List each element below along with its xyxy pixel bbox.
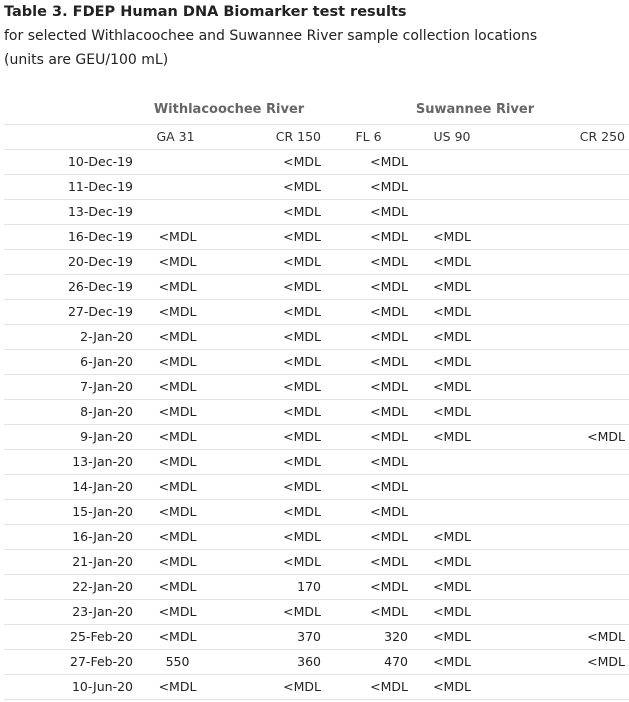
us90-value-cell: [412, 450, 496, 475]
us90-value-cell: <MDL: [412, 550, 496, 575]
cr250-value-cell: [496, 600, 629, 625]
us90-value-cell: <MDL: [412, 275, 496, 300]
cr250-value-cell: [496, 525, 629, 550]
cr250-value-cell: [496, 550, 629, 575]
fl6-value-cell: 320: [325, 625, 412, 650]
ga31-value-cell: <MDL: [137, 500, 222, 525]
table-row: [4, 275, 629, 300]
table-row: [4, 450, 629, 475]
cr250-value-cell: [496, 475, 629, 500]
ga31-value-cell: [137, 150, 222, 175]
fl6-value-cell: <MDL: [325, 475, 412, 500]
us90-value-cell: <MDL: [412, 625, 496, 650]
cr150-value-cell: 360: [222, 650, 325, 675]
us90-value-cell: <MDL: [412, 575, 496, 600]
table-row: [4, 400, 629, 425]
us90-value-cell: <MDL: [412, 400, 496, 425]
fl6-value-cell: <MDL: [325, 175, 412, 200]
ga31-value-cell: <MDL: [137, 600, 222, 625]
cr150-value-cell: 370: [222, 625, 325, 650]
column-header-fl6: FL 6: [325, 125, 412, 150]
cr150-value-cell: 170: [222, 575, 325, 600]
us90-value-cell: <MDL: [412, 600, 496, 625]
cr150-value-cell: <MDL: [222, 275, 325, 300]
cr250-value-cell: [496, 175, 629, 200]
column-header-us90: US 90: [412, 125, 496, 150]
group-header-withlacoochee: Withlacoochee River: [137, 95, 325, 125]
row-date-cell: 9-Jan-20: [4, 425, 137, 450]
cr250-value-cell: [496, 500, 629, 525]
row-date-cell: 13-Jan-20: [4, 450, 137, 475]
row-date-cell: 15-Jan-20: [4, 500, 137, 525]
row-date-cell: 8-Jan-20: [4, 400, 137, 425]
cr250-value-cell: [496, 400, 629, 425]
row-date-cell: 16-Dec-19: [4, 225, 137, 250]
cr250-value-cell: [496, 200, 629, 225]
cr250-value-cell: <MDL: [496, 425, 629, 450]
fl6-value-cell: <MDL: [325, 500, 412, 525]
fl6-value-cell: <MDL: [325, 300, 412, 325]
ga31-value-cell: <MDL: [137, 275, 222, 300]
us90-value-cell: <MDL: [412, 300, 496, 325]
row-date-cell: 25-Feb-20: [4, 625, 137, 650]
ga31-value-cell: <MDL: [137, 250, 222, 275]
river-group-header-row: [4, 95, 629, 125]
cr150-value-cell: <MDL: [222, 325, 325, 350]
us90-value-cell: [412, 500, 496, 525]
ga31-value-cell: [137, 175, 222, 200]
cr250-value-cell: [496, 675, 629, 700]
us90-value-cell: <MDL: [412, 675, 496, 700]
cr150-value-cell: <MDL: [222, 175, 325, 200]
ga31-value-cell: <MDL: [137, 375, 222, 400]
table-subtitle: for selected Withlacoochee and Suwannee River sample collection locations: [4, 28, 538, 44]
ga31-value-cell: <MDL: [137, 400, 222, 425]
table-row: [4, 600, 629, 625]
cr250-value-cell: [496, 225, 629, 250]
table-row: [4, 425, 629, 450]
ga31-value-cell: 550: [137, 650, 222, 675]
row-date-cell: 26-Dec-19: [4, 275, 137, 300]
cr150-value-cell: <MDL: [222, 675, 325, 700]
row-date-cell: 11-Dec-19: [4, 175, 137, 200]
ga31-value-cell: <MDL: [137, 475, 222, 500]
table-row: [4, 250, 629, 275]
cr150-value-cell: <MDL: [222, 525, 325, 550]
table-units-note: (units are GEU/100 mL): [4, 52, 169, 68]
us90-value-cell: <MDL: [412, 650, 496, 675]
cr250-value-cell: [496, 300, 629, 325]
fl6-value-cell: <MDL: [325, 325, 412, 350]
biomarker-results-table: [4, 95, 629, 700]
ga31-value-cell: <MDL: [137, 425, 222, 450]
cr150-value-cell: <MDL: [222, 475, 325, 500]
cr250-value-cell: [496, 450, 629, 475]
fl6-value-cell: <MDL: [325, 425, 412, 450]
table-row: [4, 675, 629, 700]
fl6-value-cell: <MDL: [325, 275, 412, 300]
cr250-value-cell: [496, 250, 629, 275]
row-date-cell: 10-Dec-19: [4, 150, 137, 175]
ga31-value-cell: <MDL: [137, 350, 222, 375]
row-date-cell: 20-Dec-19: [4, 250, 137, 275]
group-header-blank: [4, 95, 137, 125]
group-header-suwannee: Suwannee River: [325, 95, 629, 125]
column-header-cr150: CR 150: [222, 125, 325, 150]
row-date-cell: 6-Jan-20: [4, 350, 137, 375]
cr150-value-cell: <MDL: [222, 400, 325, 425]
row-date-cell: 2-Jan-20: [4, 325, 137, 350]
column-header-cr250: CR 250: [496, 125, 629, 150]
fl6-value-cell: <MDL: [325, 600, 412, 625]
fl6-value-cell: <MDL: [325, 375, 412, 400]
table-row: [4, 500, 629, 525]
table-row: [4, 200, 629, 225]
cr250-value-cell: [496, 325, 629, 350]
table-row: [4, 350, 629, 375]
us90-value-cell: <MDL: [412, 225, 496, 250]
ga31-value-cell: [137, 200, 222, 225]
row-date-cell: 21-Jan-20: [4, 550, 137, 575]
us90-value-cell: <MDL: [412, 350, 496, 375]
row-date-cell: 23-Jan-20: [4, 600, 137, 625]
cr150-value-cell: <MDL: [222, 550, 325, 575]
us90-value-cell: <MDL: [412, 250, 496, 275]
table-row: [4, 625, 629, 650]
fl6-value-cell: <MDL: [325, 450, 412, 475]
fl6-value-cell: <MDL: [325, 550, 412, 575]
row-date-cell: 14-Jan-20: [4, 475, 137, 500]
cr150-value-cell: <MDL: [222, 150, 325, 175]
cr150-value-cell: <MDL: [222, 300, 325, 325]
column-header-date: [4, 125, 137, 150]
ga31-value-cell: <MDL: [137, 550, 222, 575]
row-date-cell: 27-Feb-20: [4, 650, 137, 675]
column-header-ga31: GA 31: [137, 125, 222, 150]
fl6-value-cell: <MDL: [325, 200, 412, 225]
row-date-cell: 13-Dec-19: [4, 200, 137, 225]
ga31-value-cell: <MDL: [137, 225, 222, 250]
us90-value-cell: [412, 150, 496, 175]
fl6-value-cell: <MDL: [325, 350, 412, 375]
cr150-value-cell: <MDL: [222, 350, 325, 375]
fl6-value-cell: <MDL: [325, 225, 412, 250]
cr150-value-cell: <MDL: [222, 450, 325, 475]
table-row: [4, 550, 629, 575]
site-header-row: [4, 125, 629, 150]
us90-value-cell: <MDL: [412, 425, 496, 450]
table-row: [4, 575, 629, 600]
fl6-value-cell: <MDL: [325, 250, 412, 275]
row-date-cell: 27-Dec-19: [4, 300, 137, 325]
table-row: [4, 375, 629, 400]
us90-value-cell: [412, 175, 496, 200]
table-row: [4, 150, 629, 175]
cr150-value-cell: <MDL: [222, 600, 325, 625]
ga31-value-cell: <MDL: [137, 575, 222, 600]
us90-value-cell: <MDL: [412, 375, 496, 400]
row-date-cell: 7-Jan-20: [4, 375, 137, 400]
table-row: [4, 650, 629, 675]
ga31-value-cell: <MDL: [137, 325, 222, 350]
table-caption: [4, 0, 624, 72]
fl6-value-cell: <MDL: [325, 400, 412, 425]
ga31-value-cell: <MDL: [137, 525, 222, 550]
cr150-value-cell: <MDL: [222, 250, 325, 275]
cr150-value-cell: <MDL: [222, 200, 325, 225]
cr150-value-cell: <MDL: [222, 425, 325, 450]
table-row: [4, 475, 629, 500]
us90-value-cell: [412, 200, 496, 225]
cr250-value-cell: [496, 275, 629, 300]
us90-value-cell: <MDL: [412, 525, 496, 550]
row-date-cell: 16-Jan-20: [4, 525, 137, 550]
ga31-value-cell: <MDL: [137, 625, 222, 650]
ga31-value-cell: <MDL: [137, 450, 222, 475]
table-title: Table 3. FDEP Human DNA Biomarker test results: [4, 4, 407, 20]
cr250-value-cell: [496, 150, 629, 175]
table-body: [4, 150, 629, 700]
cr250-value-cell: <MDL: [496, 625, 629, 650]
us90-value-cell: [412, 475, 496, 500]
row-date-cell: 22-Jan-20: [4, 575, 137, 600]
fl6-value-cell: <MDL: [325, 150, 412, 175]
row-date-cell: 10-Jun-20: [4, 675, 137, 700]
cr250-value-cell: [496, 575, 629, 600]
cr250-value-cell: [496, 350, 629, 375]
ga31-value-cell: <MDL: [137, 675, 222, 700]
cr150-value-cell: <MDL: [222, 225, 325, 250]
table-row: [4, 325, 629, 350]
table-row: [4, 525, 629, 550]
table-row: [4, 225, 629, 250]
fl6-value-cell: <MDL: [325, 525, 412, 550]
cr150-value-cell: <MDL: [222, 375, 325, 400]
fl6-value-cell: <MDL: [325, 675, 412, 700]
ga31-value-cell: <MDL: [137, 300, 222, 325]
cr250-value-cell: <MDL: [496, 650, 629, 675]
table-row: [4, 300, 629, 325]
fl6-value-cell: <MDL: [325, 575, 412, 600]
us90-value-cell: <MDL: [412, 325, 496, 350]
cr250-value-cell: [496, 375, 629, 400]
fl6-value-cell: 470: [325, 650, 412, 675]
table-row: [4, 175, 629, 200]
cr150-value-cell: <MDL: [222, 500, 325, 525]
